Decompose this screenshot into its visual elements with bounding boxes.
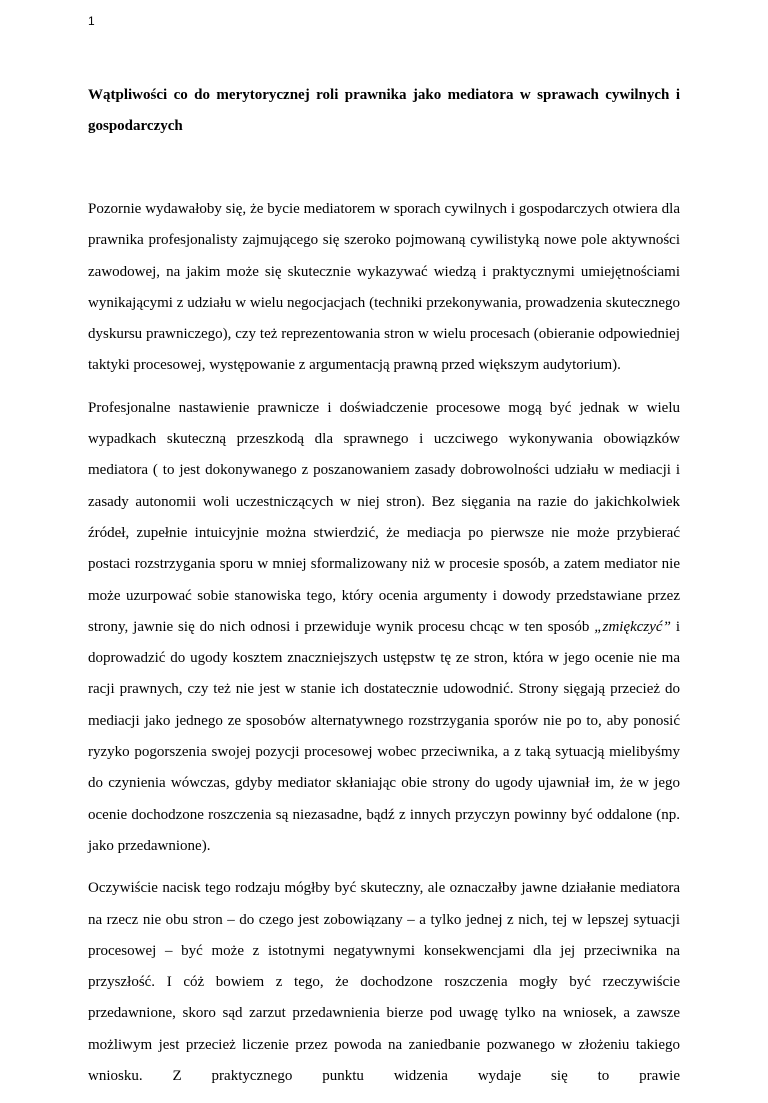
paragraph-3: Oczywiście nacisk tego rodzaju mógłby być skuteczny, ale oznaczałby jawne działanie mediatora na rzecz nie obu stron – do czego jest zobowiązany – a tylko jednej z nich, tej w lepszej sytuacji procesowej – być może z istotnymi negatywnymi konsekwencjami dla jej przeciwnika na przyszłość. I cóż bowiem z tego, że dochodzone roszczenia mogły być rzeczywiście przedawnione, skoro sąd zarzut przedawnienia bierze pod uwagę tylko na wniosek, a zawsze możliwym jest przecież liczenie przez powoda na zaniedbanie pozwanego w złożeniu takiego wniosku. Z praktycznego punktu widzenia wydaje się to prawie <box>88 880 680 1085</box>
document-title: Wątpliwości co do merytorycznej roli prawnika jako mediatora w sprawach cywilnych i gospodarczych <box>88 87 680 134</box>
page-number: 1 <box>88 14 95 28</box>
paragraph-1: Pozornie wydawałoby się, że bycie mediatorem w sporach cywilnych i gospodarczych otwiera dla prawnika profesjonalisty zajmującego się szeroko pojmowaną cywilistyką nowe pole aktywności zawodowej, na jakim może się skutecznie wykazywać wiedzą i praktycznymi umiejętnościami wynikającymi z udziału w wielu negocjacjach (techniki przekonywania, prowadzenia skutecznego dyskursu prawniczego), czy też reprezentowania stron w wielu procesach (obieranie odpowiedniej taktyki procesowej, występowanie z argumentacją prawną przed większym audytorium). <box>88 201 680 374</box>
paragraph-2 <box>88 393 680 862</box>
paragraph-2-emphasis: „zmiękczyć” <box>594 618 671 635</box>
document-body <box>88 80 680 1103</box>
paragraph-2-text-before: Profesjonalne nastawienie prawnicze i doświadczenie procesowe mogą być jednak w wielu wypadkach skuteczną przeszkodą dla sprawnego i uczciwego wykonywania obowiązków mediatora ( to jest dokonywanego z poszanowaniem zasady dobrowolności udziału w mediacji i zasady autonomii woli uczestniczących w niej stron). Bez sięgania na razie do jakichkolwiek źródeł, zupełnie intuicyjnie można stwierdzić, że mediacja po pierwsze nie może przybierać postaci rozstrzygania sporu w mniej sformalizowany niż w procesie sposób, a zatem mediator nie może uzurpować sobie stanowiska tego, który ocenia argumenty i dowody przedstawiane przez strony, jawnie się do nich odnosi i przewiduje wynik procesu chcąc w ten sposób <box>88 399 680 635</box>
paragraph-2-text-after: i doprowadzić do ugody kosztem znaczniejszych ustępstw tę ze stron, która w jego ocenie nie ma racji prawnych, czy też nie jest w stanie ich dostatecznie udowodnić. Strony sięgają przecież do mediacji jako jednego ze sposobów alternatywnego rozstrzygania sporów nie po to, aby ponosić ryzyko pogorszenia swojej pozycji procesowej wobec przeciwnika, a z taką sytuacją mielibyśmy do czynienia wówczas, gdyby mediator skłaniając obie strony do ugody ujawniał im, że w jego ocenie dochodzone roszczenia są niezasadne, bądź z innych przyczyn powinny być oddalone (np. jako przedawnione). <box>88 618 681 854</box>
